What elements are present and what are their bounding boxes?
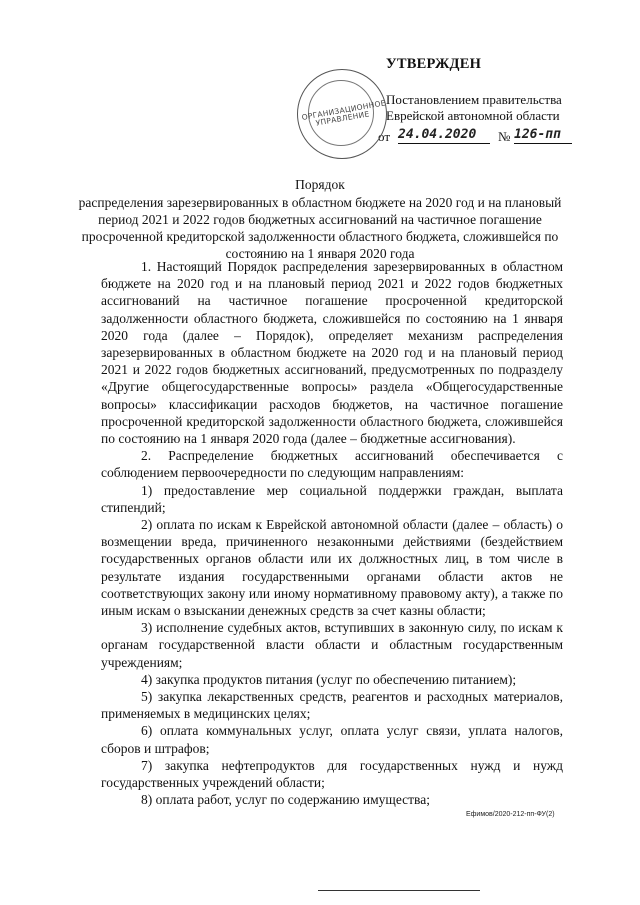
heading-title: Порядок	[295, 177, 345, 192]
approval-line-2: Еврейской автономной области	[386, 108, 560, 123]
approval-block	[378, 56, 598, 145]
date-number-line	[378, 127, 598, 145]
stamp-center-text: ОРГАНИЗАЦИОННОЕ УПРАВЛЕНИЕ	[301, 98, 387, 128]
handwritten-number: 126-пп	[514, 127, 572, 144]
bottom-rule	[318, 890, 480, 891]
paragraph: 7) закупка нефтепродуктов для государственных нужд и нужд государственных учреждений области;	[101, 757, 563, 791]
document-heading	[70, 176, 570, 262]
approval-line-1: Постановлением правительства	[386, 92, 562, 107]
paragraph: 3) исполнение судебных актов, вступивших в законную силу, по искам к органам государственной власти области и областным государственным учреждениям;	[101, 620, 563, 670]
official-stamp	[297, 69, 387, 159]
document-body	[101, 258, 563, 809]
date-prefix: от	[378, 129, 391, 144]
paragraph: 5) закупка лекарственных средств, реагентов и расходных материалов, применяемых в медицинских целях;	[101, 689, 563, 722]
paragraph: 4) закупка продуктов питания (услуг по обеспечению питанием);	[141, 671, 517, 687]
paragraph: 1. Настоящий Порядок распределения зарезервированных в областном бюджете на 2020 год и на плановый период 2021 и 2022 годов бюджетных ассигнований на частичное погашение просроченной кредиторской задолженности областного бюджета, сложившейся по состоянию на 1 января 2020 года (далее – Порядок), определяет механизм распределения зарезервированных в областном бюджете на 2020 год и на плановый период 2021 и 2022 годов бюджетных ассигнований, предусмотренных по подразделу «Другие общегосударственные вопросы» раздела «Общегосударственные вопросы» классификации расходов бюджетов, на частичное погашение просроченной кредиторской задолженности областного бюджета, сложившейся по состоянию на 1 января 2020 года (далее – бюджетные ассигнования).	[101, 259, 563, 447]
paragraph: 1) предоставление мер социальной поддержки граждан, выплата стипендий;	[101, 482, 563, 515]
handwritten-date: 24.04.2020	[398, 127, 490, 144]
paragraph: 6) оплата коммунальных услуг, оплата услуг связи, уплата налогов, сборов и штрафов;	[101, 723, 563, 756]
paragraph: 2) оплата по искам к Еврейской автономной области (далее – область) о возмещении вреда, причиненного незаконными действиями (бездействием государственных органов области или их должностных лиц, в том числе в результате издания государственными органами области актов не соответствующих закону или иному нормативному правовому акту), а также по иным искам о взыскании денежных средств за счет казны области;	[101, 517, 563, 619]
number-prefix: №	[498, 129, 511, 144]
paragraph: 2. Распределение бюджетных ассигнований обеспечивается с соблюдением первоочередности по следующим направлениям:	[101, 448, 563, 481]
heading-subtitle: распределения зарезервированных в областном бюджете на 2020 год и на плановый период 2021 и 2022 годов бюджетных ассигнований на частичное погашение просроченной кредиторской задолженности областного бюджета, сложившейся по состоянию на 1 января 2020 года	[78, 195, 562, 261]
approved-label: УТВЕРЖДЕН	[386, 56, 482, 72]
paragraph: 8) оплата работ, услуг по содержанию имущества;	[141, 792, 430, 808]
footer-code: Ефимов/2020-212-пп-ФУ(2)	[466, 811, 555, 818]
